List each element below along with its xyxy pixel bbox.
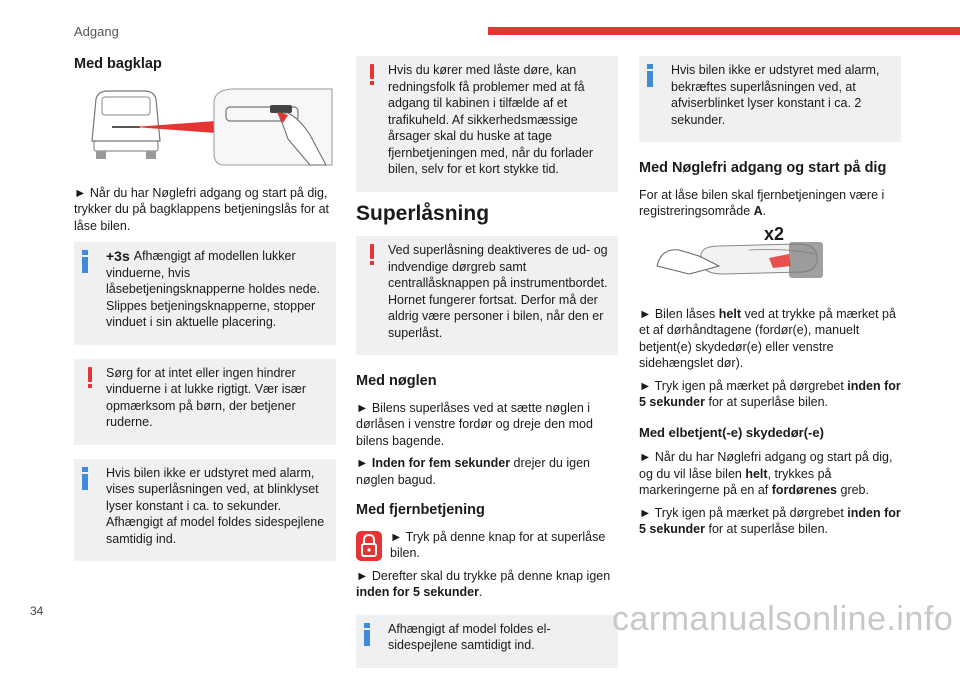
- door-handle-illustration: [639, 223, 901, 288]
- heading-keyless: Med Nøglefri adgang og start på dig: [639, 160, 887, 176]
- info-note-mirrors-text: Afhængigt af model foldes el-sidespejlene samtidigt ind.: [388, 621, 551, 652]
- warning-note-windows-text: Sørg for at intet eller ingen hindrer vinduerne i at lukke rigtigt. Vær især opmærksom på børn, der betjener ruderne.: [106, 365, 307, 429]
- keyless-step-1: ► Bilen låses helt ved at trykke på mærket på et af dørhåndtagene (fordør(e), manuelt betjent(e) skydedør(e) eller venstre sidehængslet dør).: [639, 306, 896, 370]
- warning-note-superlocking: [356, 236, 618, 355]
- warning-note-windows: [74, 359, 336, 445]
- heading-sliding-doors: Med elbetjent(-e) skydedør(-e): [639, 424, 824, 440]
- info-icon: [82, 467, 88, 490]
- lock-button-icon: [356, 531, 382, 561]
- column-2: [356, 56, 618, 682]
- step-tailgate-lock: ► Når du har Nøglefri adgang og start på dig, trykker du på bagklappens betjeningslås for at låse bilen.: [74, 185, 330, 233]
- info-note-windows: [74, 242, 336, 345]
- section-header: Adgang: [74, 24, 119, 39]
- warning-note-locked-doors: [356, 56, 618, 192]
- info-note-indicator-text: Hvis bilen ikke er udstyret med alarm, bekræftes superlåsningen ved, at afviserblinket lyser konstant i ca. 2 sekunder.: [671, 63, 880, 127]
- info-note-windows-text: Afhængigt af modellen lukker vinduerne, hvis låsebetjeningsknapperne holdes nede. Slippes betjeningsknapperne, stopper vinduet i sin aktuelle placering.: [106, 249, 321, 329]
- info-note-alarm-text: Hvis bilen ikke er udstyret med alarm, vises superlåsningen ved, at blinklyset lyser konstant i ca. to sekunder. Afhængigt af model foldes sidespejlene samtidig ind.: [106, 465, 325, 546]
- heading-with-remote: Med fjernbetjening: [356, 502, 485, 518]
- plus-3s-badge: +3s: [106, 248, 130, 264]
- warning-note-locked-doors-text: Hvis du kører med låste døre, kan redningsfolk få problemer med at få adgang til kabinen i tilfælde af et trafikuheld. Af sikkerhedsmæssige årsager skal du huske at tage fjernbetjeningen med, når du forlader bilen, selv for et kort stykke tid.: [388, 63, 593, 176]
- header-accent-bar: [488, 27, 960, 35]
- sliding-step-1: ► Når du har Nøglefri adgang og start på dig, og du vil låse bilen helt, trykkes på markeringerne på en af fordørenes greb.: [639, 450, 893, 497]
- remote-step-2: ► Derefter skal du trykke på denne knap igen inden for 5 sekunder.: [356, 568, 611, 599]
- info-note-indicator: [639, 56, 901, 142]
- warning-icon: [364, 64, 380, 86]
- step-key-1: ► Bilens superlåses ved at sætte nøglen i dørlåsen i venstre fordør og dreje den mod bilens bagende.: [356, 400, 593, 448]
- info-note-alarm: [74, 459, 336, 562]
- info-icon: [364, 623, 370, 646]
- info-icon: [647, 64, 653, 87]
- remote-step-1: ► Tryk på denne knap for at superlåse bilen.: [356, 529, 618, 562]
- info-icon: [82, 250, 88, 273]
- info-note-mirrors: [356, 615, 618, 668]
- sliding-step-2: ► Tryk igen på mærket på dørgrebet inden for 5 sekunder for at superlåse bilen.: [639, 505, 901, 536]
- heading-superlocking: Superlåsning: [356, 201, 490, 225]
- warning-icon: [364, 244, 380, 266]
- heading-with-key: Med nøglen: [356, 373, 437, 389]
- keyless-intro: For at låse bilen skal fjernbetjeningen være i registreringsområde A.: [639, 187, 885, 218]
- heading-tailgate: Med bagklap: [74, 56, 162, 72]
- page-number: 34: [30, 604, 44, 618]
- watermark: carmanualsonline.info: [612, 600, 954, 638]
- tailgate-illustration: [74, 83, 336, 169]
- warning-icon: [82, 367, 98, 389]
- column-1: [74, 56, 336, 575]
- step-key-2: ► Inden for fem sekunder drejer du igen nøglen bagud.: [356, 456, 590, 487]
- x2-label: x2: [764, 223, 785, 244]
- column-3: [639, 56, 901, 544]
- warning-note-superlocking-text: Ved superlåsning deaktiveres de ud- og indvendige dørgreb samt centrallåsknappen på instrumentbordet. Hornet fungerer fortsat. Derfor må der aldrig være personer i bilen, når den er superlåst.: [388, 243, 608, 340]
- keyless-step-2: ► Tryk igen på mærket på dørgrebet inden for 5 sekunder for at superlåse bilen.: [639, 378, 901, 409]
